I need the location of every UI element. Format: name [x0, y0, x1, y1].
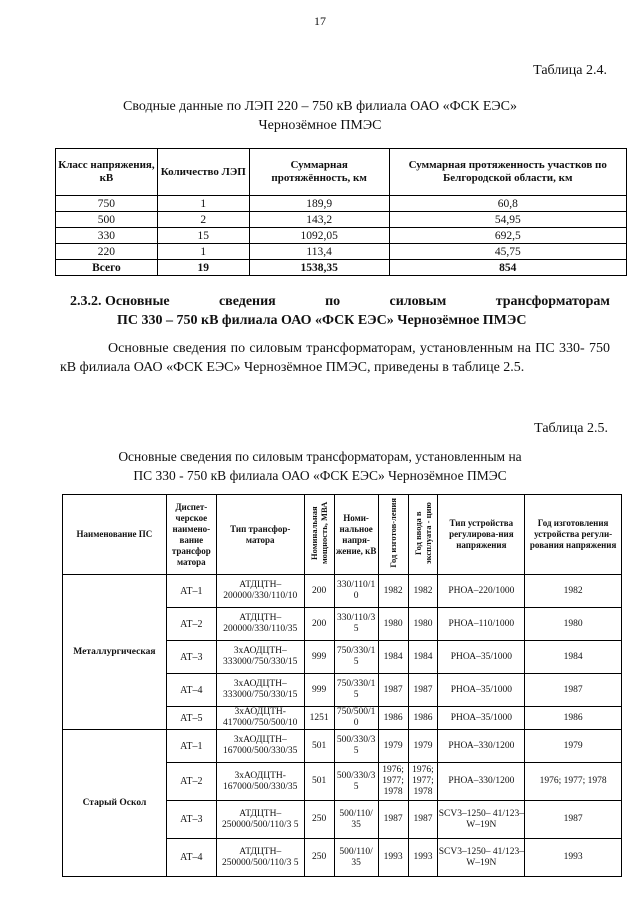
table-cell: АТ–4 [166, 839, 216, 877]
column-header [304, 495, 334, 575]
table-2-5-title-line2: ПС 330 - 750 кВ филиала ОАО «ФСК ЕЭС» Чернозёмное ПМЭС [133, 468, 507, 483]
table-cell: 143,2 [249, 212, 389, 228]
table-2-4-title [40, 97, 600, 135]
table-cell: 501 [304, 730, 334, 763]
vertical-header-text: Год изготов-ления [388, 498, 399, 568]
table-cell: 1986 [525, 707, 622, 730]
table-cell: АТ–3 [166, 801, 216, 839]
heading-word: сведения [218, 294, 276, 309]
table-header-row [56, 149, 627, 196]
table-cell: 1993 [408, 839, 438, 877]
table-row [56, 196, 627, 212]
table-2-5-title-line1: Основные сведения по силовым трансформаторам, установленным на [118, 449, 522, 464]
table-cell: 3хАОДЦТН– 333000/750/330/15 [216, 674, 304, 707]
heading-word: 2.3.2. Основные [70, 294, 170, 309]
table-cell: 1980 [378, 608, 408, 641]
table-cell: 3хАОДЦТН- 417000/750/500/10 [216, 707, 304, 730]
heading-word: по [325, 294, 341, 309]
table-cell: 3хАОДЦТН– 333000/750/330/15 [216, 641, 304, 674]
table-cell: АТДЦТН– 250000/500/110/3 5 [216, 839, 304, 877]
table-cell: 250 [304, 839, 334, 877]
table-cell: АТ–1 [166, 575, 216, 608]
table-cell: АТ–2 [166, 608, 216, 641]
table-cell: 750/330/1 5 [334, 641, 378, 674]
table-cell: 200 [304, 575, 334, 608]
table-cell: 330 [56, 228, 158, 244]
table-cell: 189,9 [249, 196, 389, 212]
table-cell: 1984 [378, 641, 408, 674]
table-cell: 1976; 1977; 1978 [525, 763, 622, 801]
table-cell: РНОА–110/1000 [438, 608, 525, 641]
table-cell: РНОА–35/1000 [438, 641, 525, 674]
table-cell: 200 [304, 608, 334, 641]
table-cell: 1979 [408, 730, 438, 763]
substation-name: Старый Оскол [63, 730, 167, 877]
page-number: 17 [314, 14, 326, 28]
table-cell: 220 [56, 244, 158, 260]
heading-word: силовым [389, 294, 447, 309]
table-cell: 3хАОДЦТН– 167000/500/330/35 [216, 730, 304, 763]
table-cell: 1976; 1977; 1978 [408, 763, 438, 801]
table-cell: 1987 [525, 674, 622, 707]
table-cell: 1251 [304, 707, 334, 730]
table-cell: 999 [304, 641, 334, 674]
table-cell: 1980 [408, 608, 438, 641]
table-cell: 1 [157, 196, 249, 212]
table-cell: 1987 [378, 674, 408, 707]
table-cell: 1986 [378, 707, 408, 730]
table-cell: 999 [304, 674, 334, 707]
table-row [63, 575, 622, 608]
table-cell: 750/500/1 0 [334, 707, 378, 730]
table-cell: 500/110/ 35 [334, 839, 378, 877]
column-header: Тип трансфор-матора [216, 495, 304, 575]
table-cell: 15 [157, 228, 249, 244]
table-cell: 750/330/1 5 [334, 674, 378, 707]
table-cell: 54,95 [389, 212, 626, 228]
table-cell: SCV3–1250– 41/123–W–19N [438, 801, 525, 839]
table-cell: 1982 [408, 575, 438, 608]
table-cell: 1987 [378, 801, 408, 839]
table-2-4-title-line1: Сводные данные по ЛЭП 220 – 750 кВ филиала ОАО «ФСК ЕЭС» [123, 99, 517, 114]
vertical-header-text: Год ввода в эксплуата - цию [413, 502, 433, 564]
table-cell: 1984 [408, 641, 438, 674]
table-row [56, 228, 627, 244]
column-header: Класс напряжения, кВ [56, 149, 158, 196]
table-cell: 1092,05 [249, 228, 389, 244]
table-cell: АТДЦТН– 200000/330/110/35 [216, 608, 304, 641]
table-cell: 45,75 [389, 244, 626, 260]
table-cell: 1 [157, 244, 249, 260]
column-header: Диспет-черское наимено-вание трансфор матора [166, 495, 216, 575]
table-cell: 1979 [378, 730, 408, 763]
table-cell: РНОА–35/1000 [438, 707, 525, 730]
table-cell: 1987 [525, 801, 622, 839]
table-cell: АТДЦТН– 250000/500/110/3 5 [216, 801, 304, 839]
column-header [378, 495, 408, 575]
table-cell: Всего [56, 260, 158, 276]
table-cell: SCV3–1250– 41/123–W–19N [438, 839, 525, 877]
table-cell: РНОА–330/1200 [438, 730, 525, 763]
table-cell: АТ–2 [166, 763, 216, 801]
table-cell: АТ–4 [166, 674, 216, 707]
table-cell: 500 [56, 212, 158, 228]
vertical-header-text: Номинальная мощность, МВА [309, 501, 330, 565]
table-row [56, 244, 627, 260]
table-cell: 19 [157, 260, 249, 276]
table-cell: 500/330/3 5 [334, 763, 378, 801]
table-total-row [56, 260, 627, 276]
table-cell: РНОА–220/1000 [438, 575, 525, 608]
table-cell: 692,5 [389, 228, 626, 244]
table-cell: 1982 [378, 575, 408, 608]
section-heading-line1 [70, 292, 610, 311]
table-2-5-label: Таблица 2.5. [534, 421, 608, 436]
table-cell: 113,4 [249, 244, 389, 260]
section-heading-line2: ПС 330 – 750 кВ филиала ОАО «ФСК ЕЭС» Чернозёмное ПМЭС [117, 313, 527, 328]
column-header: Год изготовления устройства регули-рования напряжения [525, 495, 622, 575]
table-cell: 1984 [525, 641, 622, 674]
table-2-4-label: Таблица 2.4. [533, 63, 607, 78]
table-cell: 330/110/3 5 [334, 608, 378, 641]
table-cell: 3хАОДЦТН- 167000/500/330/35 [216, 763, 304, 801]
table-cell: 1993 [525, 839, 622, 877]
table-cell: 2 [157, 212, 249, 228]
table-cell: 1980 [525, 608, 622, 641]
table-cell: АТ–5 [166, 707, 216, 730]
table-cell: 1982 [525, 575, 622, 608]
table-cell: 1993 [378, 839, 408, 877]
section-heading [70, 292, 610, 330]
table-2-4-title-line2: Чернозёмное ПМЭС [258, 118, 382, 133]
column-header [408, 495, 438, 575]
column-header: Номи-нальное напря-жение, кВ [334, 495, 378, 575]
table-row [56, 212, 627, 228]
table-cell: 501 [304, 763, 334, 801]
heading-word: трансформаторам [495, 294, 610, 309]
table-cell: 1987 [408, 674, 438, 707]
table-cell: 1538,35 [249, 260, 389, 276]
table-header-row [63, 495, 622, 575]
table-cell: 750 [56, 196, 158, 212]
table-row [63, 730, 622, 763]
body-paragraph: Основные сведения по силовым трансформаторам, установленным на ПС 330- 750 кВ филиала ОАО «ФСК ЕЭС» Чернозёмное ПМЭС, приведены в таблице 2.5. [60, 341, 610, 375]
table-cell: 500/330/3 5 [334, 730, 378, 763]
table-cell: 1986 [408, 707, 438, 730]
column-header: Суммарная протяженность участков по Белгородской области, км [389, 149, 626, 196]
table-cell: 1976; 1977; 1978 [378, 763, 408, 801]
table-cell: АТ–3 [166, 641, 216, 674]
table-cell: АТ–1 [166, 730, 216, 763]
table-cell: 500/110/ 35 [334, 801, 378, 839]
substation-name: Металлургическая [63, 575, 167, 730]
column-header: Наименование ПС [63, 495, 167, 575]
column-header: Тип устройства регулирова-ния напряжения [438, 495, 525, 575]
table-cell: РНОА–35/1000 [438, 674, 525, 707]
table-2-5-title [40, 447, 600, 485]
table-cell: 330/110/1 0 [334, 575, 378, 608]
column-header: Количество ЛЭП [157, 149, 249, 196]
table-cell: 60,8 [389, 196, 626, 212]
table-cell: РНОА–330/1200 [438, 763, 525, 801]
column-header: Суммарная протяжённость, км [249, 149, 389, 196]
table-cell: 854 [389, 260, 626, 276]
table-cell: 1987 [408, 801, 438, 839]
power-lines-summary-table [55, 148, 627, 276]
table-cell: 250 [304, 801, 334, 839]
transformers-table [62, 494, 622, 877]
table-cell: АТДЦТН– 200000/330/110/10 [216, 575, 304, 608]
table-cell: 1979 [525, 730, 622, 763]
